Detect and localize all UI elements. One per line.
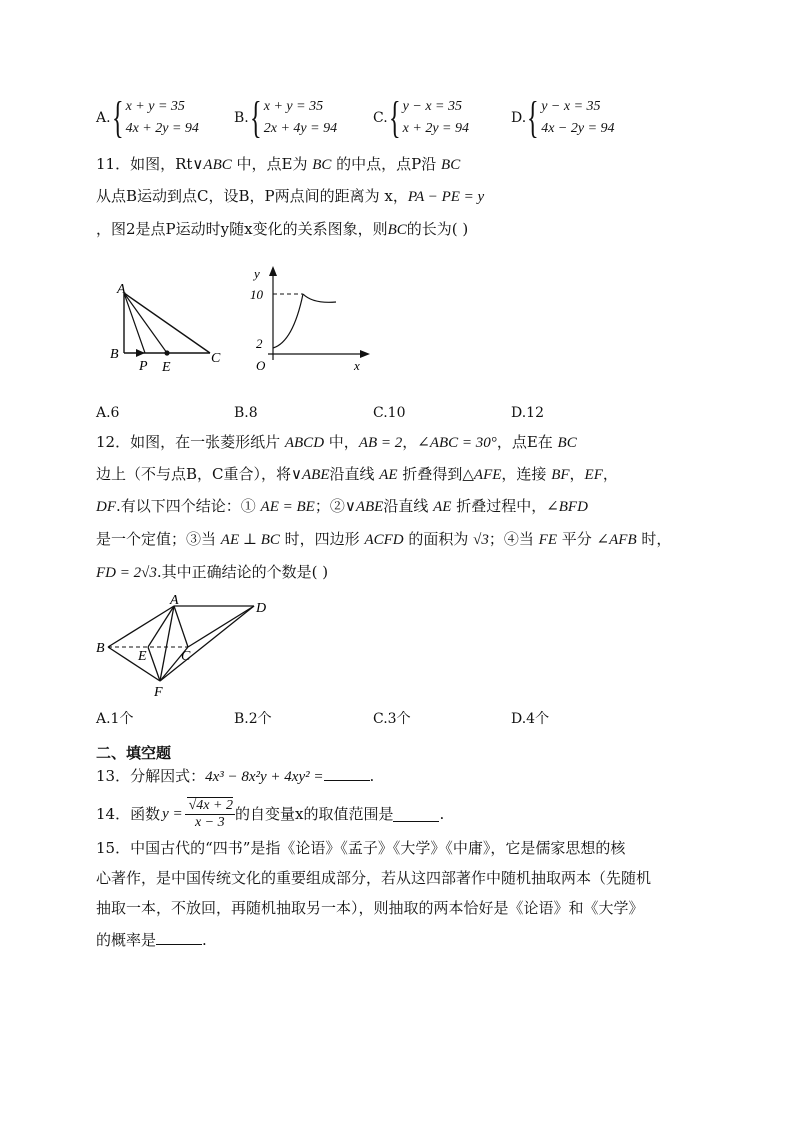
q10-option-a: A. { x + y = 35 4x + 2y = 94 [96,93,199,142]
brace-icon: { [527,93,539,142]
segment-ae [124,293,167,353]
label-a: A [170,593,179,608]
q14-line: 14．函数 y = $\frac{√4x + 2}{x - 3}$ 的自变量x的取值范围是 . [96,797,445,830]
q10-b-eq1: x + y = 35 [263,99,324,114]
segment-fd [160,606,254,681]
q11-choice-d: D.12 [511,405,544,421]
q12-choice-d: D.4个 [511,711,550,727]
q12-line1: 12．如图，在一张菱形纸片 ABCD 中，AB = 2，∠ABC = 30°，点E在 BC [96,433,577,451]
label-a: A [117,282,126,297]
q11-choice-c: C.10 [373,405,406,421]
segment-ap [124,293,145,353]
label-e: E [162,360,171,375]
q10-a-eq2: 4x + 2y = 94 [125,121,199,136]
q13-line: 13．分解因式：4x³ − 8x²y + 4xy² = . [96,767,375,785]
q10-option-b: B. { x + y = 35 2x + 4y = 94 [234,93,338,142]
segment-ef [148,647,160,681]
q12-line3: DF.有以下四个结论：① AE = BE；②∨ABE沿直线 AE 折叠过程中，∠BFD [96,497,588,515]
q10-option-c: C. { y − x = 35 x + 2y = 94 [373,93,469,142]
origin-label: O [256,358,266,373]
label-c: C [181,649,191,664]
q11-line1: 11．如图，Rt∨ABC 中，点E为 BC 的中点，点P沿 BC [96,155,461,173]
q10-c-eq1: y − x = 35 [402,99,462,114]
side-ac [124,293,210,353]
answer-blank[interactable] [393,807,439,822]
side-ab [108,606,174,647]
q11-line3: ，图2是点P运动时y随x变化的关系图象，则BC的长为( ) [96,220,469,238]
q12-choice-a: A.1个 [96,711,134,727]
curve-falling [303,294,336,302]
tick-label-10: 10 [250,287,263,302]
q10-d-eq2: 4x − 2y = 94 [541,121,615,136]
q15-line2: 心著作，是中国传统文化的重要组成部分，若从这四部著作中随机抽取两本（先随机 [96,869,652,887]
q10-c-eq2: x + 2y = 94 [402,121,469,136]
q11-line2: 从点B运动到点C，设B，P两点间的距离为 x，PA − PE = y [96,187,485,205]
q15-line3: 抽取一本，不放回，再随机抽取另一本），则抽取的两本恰好是《论语》和《大学》 [96,899,644,917]
q11-choice-a: A.6 [96,405,120,421]
q10-option-d: D. { y − x = 35 4x − 2y = 94 [511,93,615,142]
answer-blank[interactable] [324,766,370,781]
label-f: F [154,685,163,700]
label-c: C [211,351,221,366]
point-e [164,350,169,355]
q10-b-eq2: 2x + 4y = 94 [263,121,338,136]
q12-line5: FD = 2√3.其中正确结论的个数是( ) [96,563,329,581]
q15-line1: 15．中国古代的“四书”是指《论语》《孟子》《大学》《中庸》，它是儒家思想的核 [96,839,626,857]
tick-label-2: 2 [256,336,263,351]
q12-line2: 边上（不与点B，C重合），将∨ABE沿直线 AE 折叠得到△AFE，连接 BF，EF， [96,465,618,483]
segment-ac [174,606,188,647]
q12-rhombus-figure [92,590,278,702]
q11-graph-figure [246,262,376,376]
fraction [185,798,235,831]
q12-choice-c: C.3个 [373,711,411,727]
y-axis-arrow-icon [269,266,277,276]
answer-blank[interactable] [156,930,202,945]
label-e: E [138,649,147,664]
axis-label-y: y [254,266,260,281]
segment-bf [108,647,160,681]
x-axis-arrow-icon [360,350,370,358]
q11-choice-b: B.8 [234,405,258,421]
q15-line4: 的概率是 . [96,931,207,949]
axis-label-x: x [354,358,360,373]
label-p: P [139,359,148,374]
label-d: D [256,601,267,616]
brace-icon: { [388,93,401,142]
fraction-numerator: √4x + 2 [188,797,233,813]
brace-icon: { [249,93,262,142]
q10-a-eq1: x + y = 35 [125,99,185,114]
section-heading: 二、填空题 [96,744,172,762]
q11-triangle-figure [100,278,232,378]
side-dc [188,606,254,647]
label-b: B [96,641,105,656]
curve-rising [273,294,303,348]
label-b: B [110,347,119,362]
brace-icon: { [111,93,124,142]
q12-choice-b: B.2个 [234,711,272,727]
fraction-denominator: x − 3 [194,814,225,830]
q12-line4: 是一个定值；③当 AE ⊥ BC 时，四边形 ACFD 的面积为 √3；④当 FE 平分 ∠AFB 时， [96,530,672,548]
q10-d-eq1: y − x = 35 [541,99,601,114]
